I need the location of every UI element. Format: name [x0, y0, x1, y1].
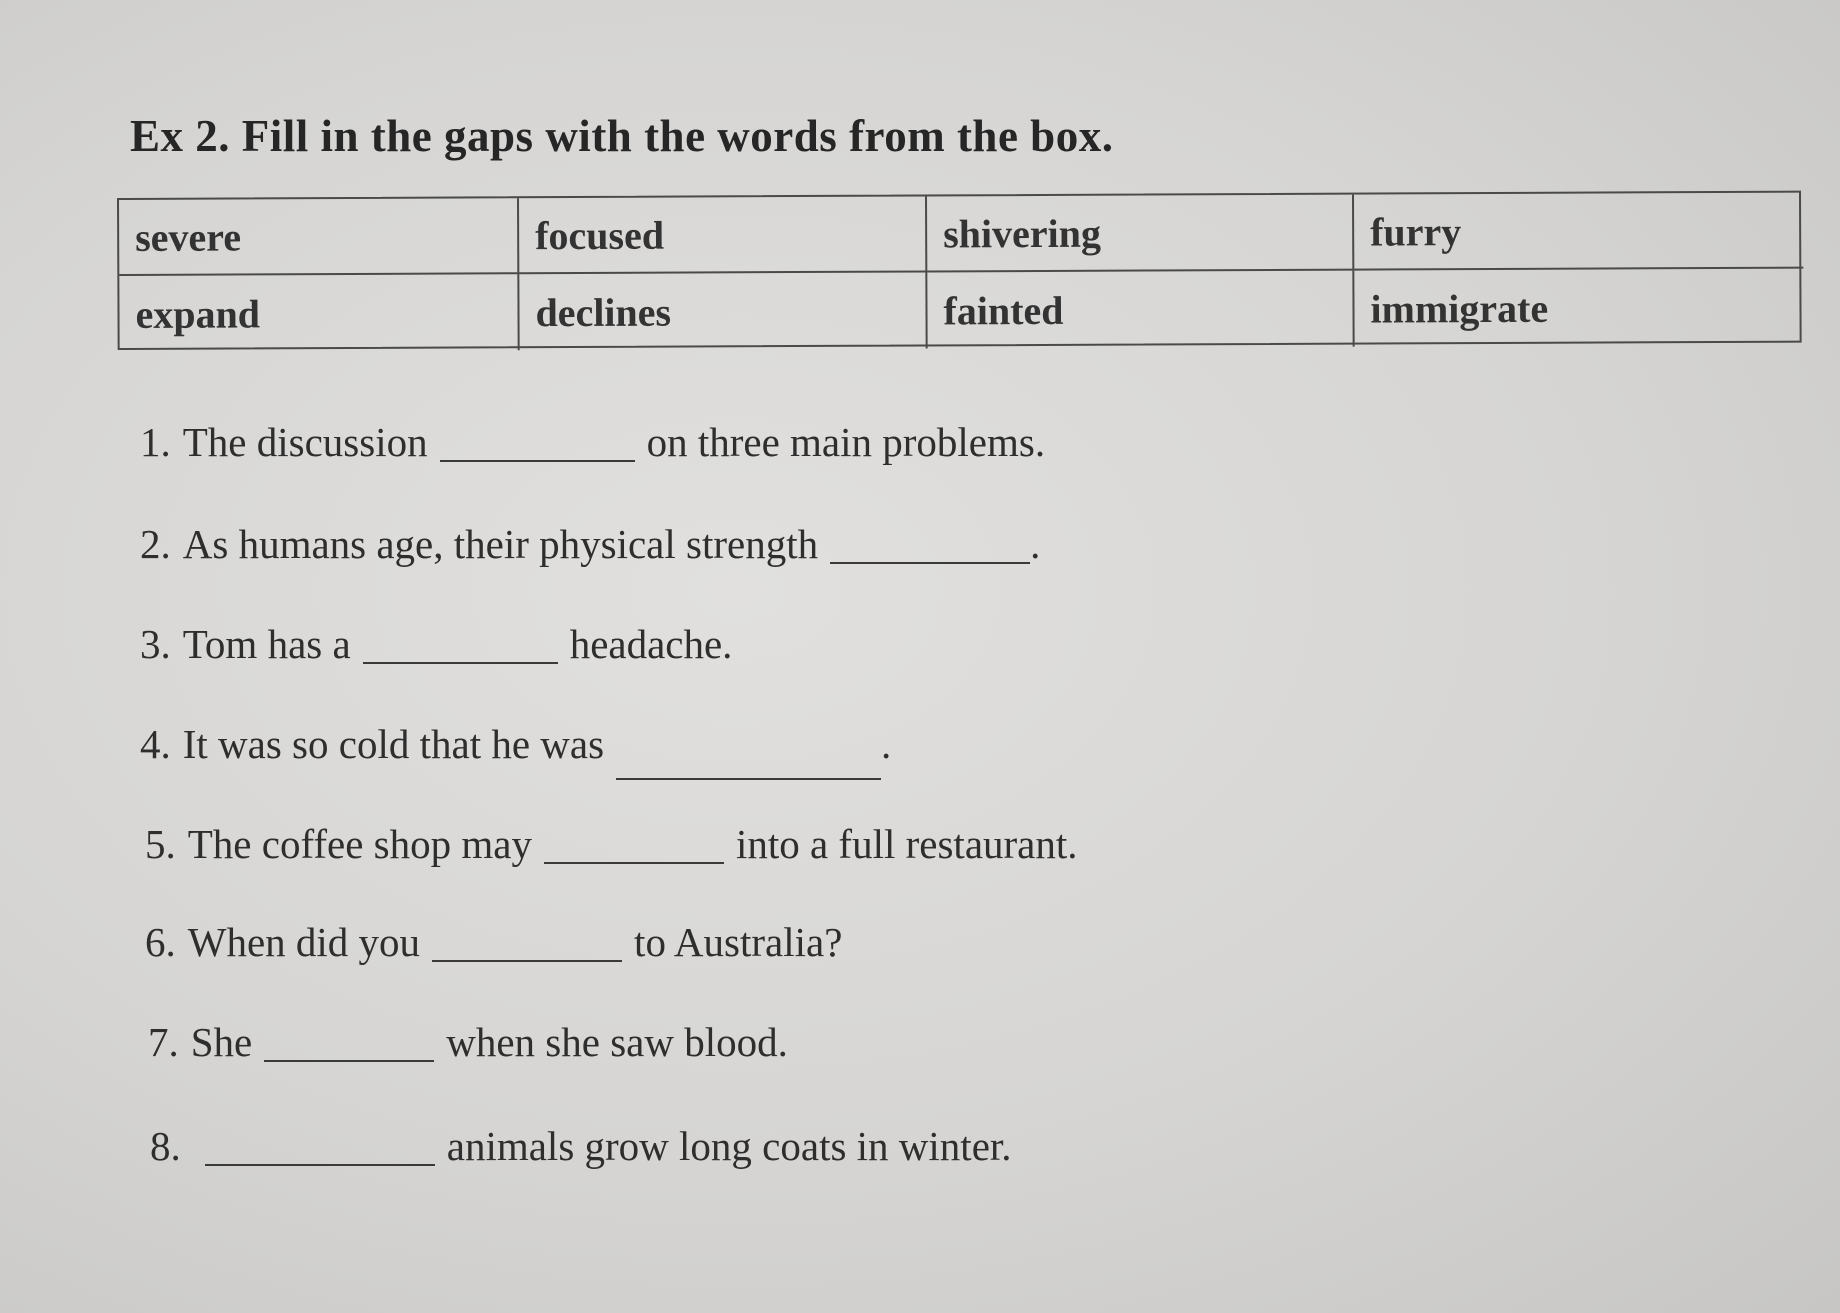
question-text-before: Tom has a	[182, 621, 351, 667]
answer-blank[interactable]	[432, 959, 622, 962]
question-text-before: The coffee shop may	[187, 821, 532, 867]
question-text-after: into a full restaurant.	[735, 821, 1078, 867]
exercise-title: Ex 2. Fill in the gaps with the words from the box.	[130, 111, 1114, 161]
answer-blank[interactable]	[363, 661, 558, 664]
question-text-after: headache.	[569, 621, 733, 667]
answer-blank[interactable]	[616, 777, 881, 780]
question-3	[140, 620, 732, 668]
question-text-before: The discussion	[182, 419, 428, 465]
word-box-table	[117, 191, 1802, 350]
question-text-before: It was so cold that he was	[182, 721, 605, 767]
answer-blank[interactable]	[264, 1059, 434, 1062]
question-4	[140, 720, 891, 768]
question-number: 5.	[145, 821, 176, 867]
question-number: 1.	[140, 419, 171, 465]
answer-blank[interactable]	[205, 1163, 435, 1166]
question-number: 4.	[140, 721, 171, 767]
question-number: 2.	[140, 521, 171, 567]
question-text-after: on three main problems.	[646, 419, 1046, 465]
question-1	[140, 418, 1045, 466]
word-box-cell: expand	[119, 274, 519, 352]
question-text-after: .	[881, 721, 892, 767]
question-6	[145, 918, 842, 966]
word-box-cell: severe	[119, 198, 519, 276]
question-text-after: animals grow long coats in winter.	[446, 1123, 1012, 1169]
question-text-after: to Australia?	[634, 919, 843, 965]
question-text-before: As humans age, their physical strength	[182, 521, 819, 567]
question-text-after: when she saw blood.	[446, 1019, 788, 1065]
word-box-cell: fainted	[927, 271, 1354, 349]
question-number: 7.	[148, 1019, 179, 1065]
question-text-before: When did you	[187, 919, 421, 965]
question-7	[148, 1018, 788, 1066]
question-number: 3.	[140, 621, 171, 667]
word-box-cell: immigrate	[1370, 285, 1549, 332]
word-box-cell: declines	[519, 272, 927, 350]
word-box-cell: shivering	[927, 195, 1354, 273]
question-5	[145, 820, 1078, 868]
answer-blank[interactable]	[544, 861, 724, 864]
question-number: 8.	[150, 1123, 181, 1169]
answer-blank[interactable]	[440, 459, 635, 462]
word-box-cell: furry	[1354, 193, 1803, 271]
question-text-before: She	[190, 1019, 253, 1065]
word-box-cell: focused	[519, 196, 927, 274]
question-8	[150, 1122, 1012, 1170]
question-2	[140, 520, 1040, 568]
question-number: 6.	[145, 919, 176, 965]
answer-blank[interactable]	[830, 561, 1030, 564]
question-text-after: .	[1030, 521, 1041, 567]
